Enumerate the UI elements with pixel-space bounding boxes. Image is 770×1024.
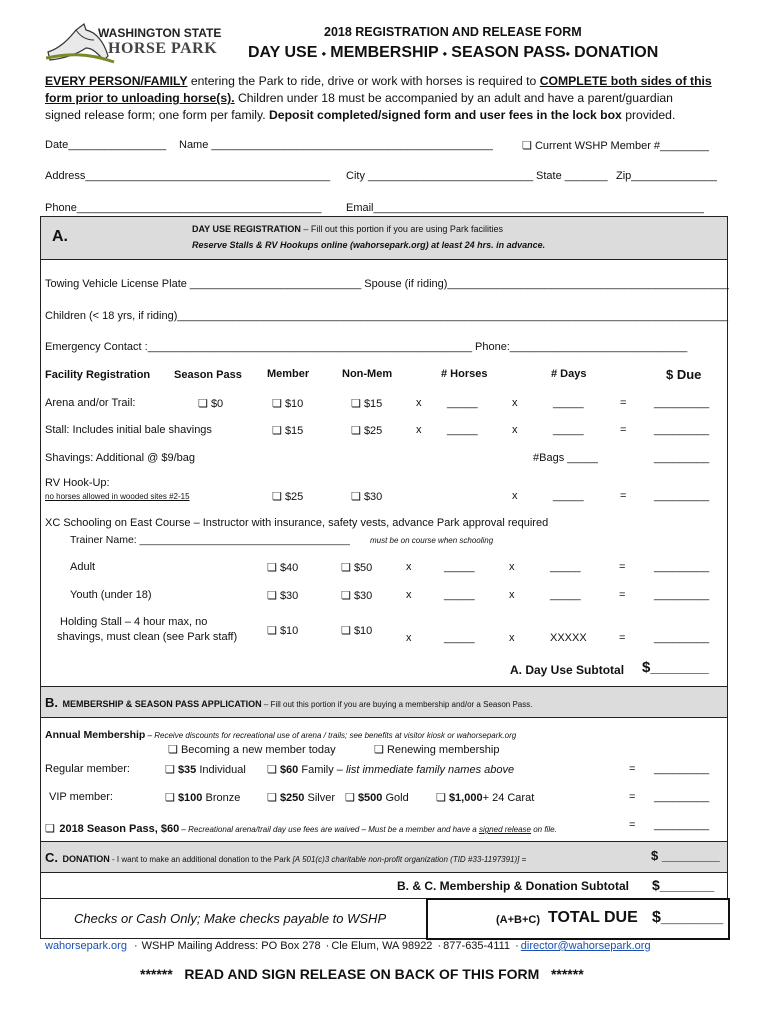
section-a-note: Reserve Stalls & RV Hookups online (wahorsepark.org) at least 24 hrs. in advance. <box>192 240 546 250</box>
multiply-sign: x <box>509 561 515 573</box>
children-field[interactable]: Children (< 18 yrs, if riding)__________________________________________________________________________________________ <box>45 310 728 322</box>
season-pass-checkbox[interactable] <box>45 819 557 837</box>
subtotal-bc-field[interactable]: $_______ <box>652 877 715 893</box>
header-nonmem: Non-Mem <box>342 368 393 380</box>
vip-250-checkbox[interactable] <box>267 791 335 804</box>
holding-nonmem-checkbox[interactable] <box>341 624 372 637</box>
youth-label: Youth (under 18) <box>70 589 152 601</box>
section-a-header <box>40 216 728 260</box>
youth-days-field[interactable]: _____ <box>550 589 581 601</box>
intro-text-3: signed release form; one form per family. <box>45 108 269 122</box>
adult-horses-field[interactable]: _____ <box>444 561 475 573</box>
stall-member-price: $15 <box>284 425 304 437</box>
regular-60-label: Family – <box>298 764 346 776</box>
emergency-contact-field[interactable]: Emergency Contact :_____________________________________________________ Phone:_____________________________ <box>45 341 688 353</box>
adult-member-checkbox[interactable] <box>267 561 298 574</box>
multiply-sign: x <box>406 632 412 644</box>
checkbox-icon[interactable] <box>345 792 355 804</box>
holding-member-checkbox[interactable] <box>267 624 298 637</box>
xc-label: XC Schooling on East Course – Instructor with insurance, safety vests, advance Park approval required <box>45 517 549 529</box>
stall-label: Stall: Includes initial bale shavings <box>45 424 212 436</box>
rv-member-price: $25 <box>284 491 304 503</box>
checkbox-icon[interactable] <box>272 398 282 410</box>
section-c-equals: = <box>519 855 527 864</box>
intro-text-1: entering the Park to ride, drive or work with horses is required to <box>187 74 540 88</box>
header-due: $ Due <box>666 367 702 382</box>
vip-100-price: $100 <box>177 792 203 804</box>
youth-nonmem-price: $30 <box>353 590 373 602</box>
renew-member-checkbox[interactable] <box>374 743 499 756</box>
stall-nonmem-checkbox[interactable] <box>351 424 382 437</box>
section-a-title-bold: DAY USE REGISTRATION <box>192 224 301 234</box>
phone-field[interactable]: Phone________________________________________ <box>45 202 322 214</box>
arena-due-field[interactable]: _________ <box>654 397 710 409</box>
holding-label-2: shavings, must clean (see Park staff) <box>57 631 238 643</box>
checkbox-icon[interactable] <box>165 792 175 804</box>
checkbox-icon[interactable] <box>341 625 351 637</box>
vip-500-label: Gold <box>382 792 409 804</box>
season-pass-label: 2018 Season Pass, $60 <box>59 823 180 835</box>
header-days: # Days <box>551 368 587 380</box>
donation-field[interactable]: $ ________ <box>651 848 720 863</box>
regular-60-price: $60 <box>279 764 299 776</box>
checkbox-icon[interactable] <box>272 491 282 503</box>
vip-1000-price: $1,000 <box>448 792 483 804</box>
subtitle-membership: MEMBERSHIP <box>330 44 439 61</box>
arena-label: Arena and/or Trail: <box>45 397 136 409</box>
mailing-address: WSHP Mailing Address: PO Box 278 <box>141 940 321 952</box>
holding-member-price: $10 <box>279 625 299 637</box>
checkbox-icon[interactable] <box>351 425 361 437</box>
stall-member-checkbox[interactable] <box>272 424 303 437</box>
subtitle-donation: DONATION <box>574 44 659 61</box>
rv-nonmem-checkbox[interactable] <box>351 490 382 503</box>
intro-text-4: provided. <box>621 108 676 122</box>
date-field[interactable]: Date________________ <box>45 139 167 151</box>
trainer-note: must be on course when schooling <box>370 536 494 545</box>
arena-season-price: $0 <box>210 398 224 410</box>
section-c-letter: C. <box>45 850 58 865</box>
checkbox-icon[interactable] <box>267 590 277 602</box>
form-title: 2018 REGISTRATION AND RELEASE FORM <box>324 25 582 39</box>
header-horses: # Horses <box>441 368 488 380</box>
footer-contact <box>45 940 651 952</box>
checkbox-icon[interactable] <box>267 792 277 804</box>
checkbox-icon[interactable] <box>267 764 277 776</box>
vip-member-label: VIP member: <box>49 791 113 803</box>
regular-60-note: list immediate family names above <box>345 764 515 776</box>
rv-label: RV Hook-Up: <box>45 477 110 489</box>
adult-due-field[interactable]: _________ <box>654 561 710 573</box>
phone-number: 877-635-4111 <box>443 940 511 952</box>
intro-every-person: EVERY PERSON/FAMILY <box>45 74 188 88</box>
checkbox-icon[interactable] <box>341 562 351 574</box>
separator-dot: · <box>134 940 138 952</box>
vip-500-checkbox[interactable] <box>345 791 409 804</box>
intro-text-2: Children under 18 must be accompanied by an adult and have a parent/guardian <box>234 91 673 105</box>
member-number-label: Current WSHP Member #________ <box>534 140 709 152</box>
season-pass-note-end: on file. <box>530 825 557 834</box>
checkbox-icon[interactable] <box>374 744 384 756</box>
arena-nonmem-checkbox[interactable] <box>351 397 382 410</box>
header-facility: Facility Registration <box>45 369 151 381</box>
member-number-field[interactable] <box>522 139 709 152</box>
regular-35-checkbox[interactable] <box>165 763 246 776</box>
section-a-title-rest: – Fill out this portion if you are using Park facilities <box>300 224 503 234</box>
annual-membership <box>45 725 516 743</box>
separator-dot: · <box>515 940 519 952</box>
checkbox-icon[interactable] <box>168 744 178 756</box>
season-pass-note: – Recreational arena/trail day use fees are waived – Must be a member and have a <box>179 825 479 834</box>
vip-due-field[interactable]: _________ <box>654 791 710 803</box>
logo-line2: HORSE PARK <box>108 40 218 57</box>
section-a-letter: A. <box>52 228 68 245</box>
season-pass-note-underlined: signed release <box>478 825 531 834</box>
subtotal-a-label: A. Day Use Subtotal <box>510 663 625 677</box>
annual-membership-label: Annual Membership <box>45 729 146 741</box>
separator-dot: · <box>325 940 330 952</box>
section-b-title-rest: – Fill out this portion if you are buying a membership and/or a Season Pass. <box>261 700 533 709</box>
section-c-title-bold: DONATION <box>62 854 110 864</box>
vip-500-price: $500 <box>357 792 383 804</box>
state-field[interactable]: State _______ <box>536 170 608 182</box>
holding-due-field[interactable]: _________ <box>654 632 710 644</box>
form-subtitle <box>248 44 658 62</box>
address-field[interactable]: Address________________________________________ <box>45 170 331 182</box>
checkbox-icon[interactable] <box>351 491 361 503</box>
multiply-sign: x <box>416 424 422 436</box>
checkbox-icon[interactable] <box>272 425 282 437</box>
regular-due-field[interactable]: _________ <box>654 763 710 775</box>
multiply-sign: x <box>509 589 515 601</box>
zip-field[interactable]: Zip______________ <box>616 170 717 182</box>
towing-field[interactable]: Towing Vehicle License Plate ____________________________ Spouse (if riding)______________________________________________ <box>45 278 729 290</box>
shavings-due-field[interactable]: _________ <box>654 452 710 464</box>
regular-35-price: $35 <box>177 764 197 776</box>
rv-member-checkbox[interactable] <box>272 490 303 503</box>
section-c-note-italic: [A 501(c)3 charitable non-profit organization (TID #33-1197391)] <box>292 855 520 864</box>
equals-sign: = <box>620 397 627 409</box>
new-member-label: Becoming a new member today <box>180 744 336 756</box>
equals-sign: = <box>620 490 627 502</box>
multiply-sign: x <box>512 424 518 436</box>
checkbox-icon[interactable] <box>165 764 175 776</box>
section-c-title <box>45 849 526 867</box>
new-member-checkbox[interactable] <box>168 743 336 756</box>
subtotal-bc-label: B. & C. Membership & Donation Subtotal <box>397 879 630 893</box>
checkbox-icon[interactable] <box>198 398 208 410</box>
city-field[interactable]: City ___________________________ <box>346 170 534 182</box>
vip-100-checkbox[interactable] <box>165 791 240 804</box>
checkbox-icon[interactable] <box>351 398 361 410</box>
adult-label: Adult <box>70 561 96 573</box>
checks-note: Checks or Cash Only; Make checks payable to WSHP <box>74 911 387 926</box>
subtitle-season-pass: SEASON PASS <box>451 44 566 61</box>
logo-line1: WASHINGTON STATE <box>98 26 222 40</box>
section-b-letter: B. <box>45 695 58 710</box>
stall-due-field[interactable]: _________ <box>654 424 710 436</box>
logo <box>46 22 222 64</box>
arena-member-checkbox[interactable] <box>272 397 303 410</box>
youth-member-price: $30 <box>279 590 299 602</box>
intro-prior: form prior to unloading horse(s). <box>45 91 235 105</box>
vip-1000-label: + 24 Carat <box>482 792 535 804</box>
holding-days-na: XXXXX <box>550 632 587 644</box>
shavings-bags-field[interactable]: #Bags _____ <box>533 452 598 464</box>
section-b-title <box>45 694 532 712</box>
checkbox-icon[interactable] <box>267 625 277 637</box>
section-b-title-bold: MEMBERSHIP & SEASON PASS APPLICATION <box>62 699 262 709</box>
multiply-sign: x <box>509 632 515 644</box>
youth-due-field[interactable]: _________ <box>654 589 710 601</box>
holding-nonmem-price: $10 <box>353 625 373 637</box>
equals-sign: = <box>629 791 636 803</box>
rv-due-field[interactable]: _________ <box>654 490 710 502</box>
arena-season-checkbox[interactable] <box>198 397 223 410</box>
season-due-field[interactable]: _________ <box>654 819 710 831</box>
checkbox-icon[interactable] <box>341 590 351 602</box>
multiply-sign: x <box>512 397 518 409</box>
regular-member-label: Regular member: <box>45 763 130 775</box>
regular-60-checkbox[interactable] <box>267 763 514 776</box>
separator-dot: · <box>437 940 442 952</box>
stall-horses-field[interactable]: _____ <box>447 424 478 436</box>
email-field[interactable]: Email______________________________________________________ <box>346 202 704 214</box>
holding-horses-field[interactable]: _____ <box>444 632 475 644</box>
equals-sign: = <box>629 763 636 775</box>
rv-days-field[interactable]: _____ <box>553 490 584 502</box>
arena-horses-field[interactable]: _____ <box>447 397 478 409</box>
stall-nonmem-price: $25 <box>363 425 383 437</box>
equals-sign: = <box>619 589 626 601</box>
rv-note: no horses allowed in wooded sites #2-15 <box>45 492 190 501</box>
multiply-sign: x <box>416 397 422 409</box>
equals-sign: = <box>620 424 627 436</box>
total-due-field[interactable]: $_______ <box>652 909 724 926</box>
total-due-label: TOTAL DUE <box>548 909 638 926</box>
checkbox-icon[interactable] <box>436 792 446 804</box>
equals-sign: = <box>619 561 626 573</box>
arena-days-field[interactable]: _____ <box>553 397 584 409</box>
release-banner: ****** READ AND SIGN RELEASE ON BACK OF THIS FORM ****** <box>140 966 584 982</box>
email-link[interactable]: director@wahorsepark.org <box>520 940 651 952</box>
mailing-city: Cle Elum, WA 98922 <box>331 940 433 952</box>
youth-horses-field[interactable]: _____ <box>444 589 475 601</box>
checkbox-icon[interactable] <box>522 140 532 152</box>
checkbox-icon[interactable] <box>45 823 55 835</box>
adult-member-price: $40 <box>279 562 299 574</box>
renew-member-label: Renewing membership <box>386 744 500 756</box>
vip-1000-checkbox[interactable] <box>436 791 534 804</box>
multiply-sign: x <box>512 490 518 502</box>
arena-member-price: $10 <box>284 398 304 410</box>
intro-complete: COMPLETE both sides of this <box>539 74 712 88</box>
vip-100-label: Bronze <box>202 792 241 804</box>
adult-nonmem-checkbox[interactable] <box>341 561 372 574</box>
abc-label: (A+B+C) <box>496 914 541 926</box>
header-season: Season Pass <box>174 369 242 381</box>
equals-sign: = <box>619 632 626 644</box>
header-member: Member <box>267 368 310 380</box>
intro-deposit: Deposit completed/signed form and user fees in the lock box <box>268 108 622 122</box>
youth-nonmem-checkbox[interactable] <box>341 589 372 602</box>
vip-250-price: $250 <box>279 792 305 804</box>
stall-days-field[interactable]: _____ <box>553 424 584 436</box>
diamond-icon: ⬩ <box>442 48 447 60</box>
trainer-name-field[interactable]: Trainer Name: ____________________________________ <box>70 534 350 546</box>
shavings-label: Shavings: Additional @ $9/bag <box>45 452 195 464</box>
arena-nonmem-price: $15 <box>363 398 383 410</box>
multiply-sign: x <box>406 589 412 601</box>
subtitle-day-use: DAY USE <box>248 44 318 61</box>
diamond-icon: ⬩ <box>321 48 326 60</box>
section-a-title <box>192 224 503 234</box>
holding-label-1: Holding Stall – 4 hour max, no <box>60 616 208 628</box>
diamond-icon: ⬩ <box>565 48 570 60</box>
subtotal-a-field[interactable]: $_______ <box>642 659 709 676</box>
adult-days-field[interactable]: _____ <box>550 561 581 573</box>
checkbox-icon[interactable] <box>267 562 277 574</box>
annual-membership-note: – Receive discounts for recreational use of arena / trails; see benefits at visitor kiosk or wahorsepark.org <box>145 731 517 740</box>
intro-text <box>45 73 735 124</box>
rv-nonmem-price: $30 <box>363 491 383 503</box>
website-link[interactable]: wahorsepark.org <box>45 940 127 952</box>
multiply-sign: x <box>406 561 412 573</box>
section-c-note: - I want to make an additional donation to the Park <box>109 855 293 864</box>
adult-nonmem-price: $50 <box>353 562 373 574</box>
equals-sign: = <box>629 819 636 831</box>
name-field[interactable]: Name ______________________________________________ <box>179 139 493 151</box>
youth-member-checkbox[interactable] <box>267 589 298 602</box>
vip-250-label: Silver <box>304 792 335 804</box>
regular-35-label: Individual <box>196 764 246 776</box>
